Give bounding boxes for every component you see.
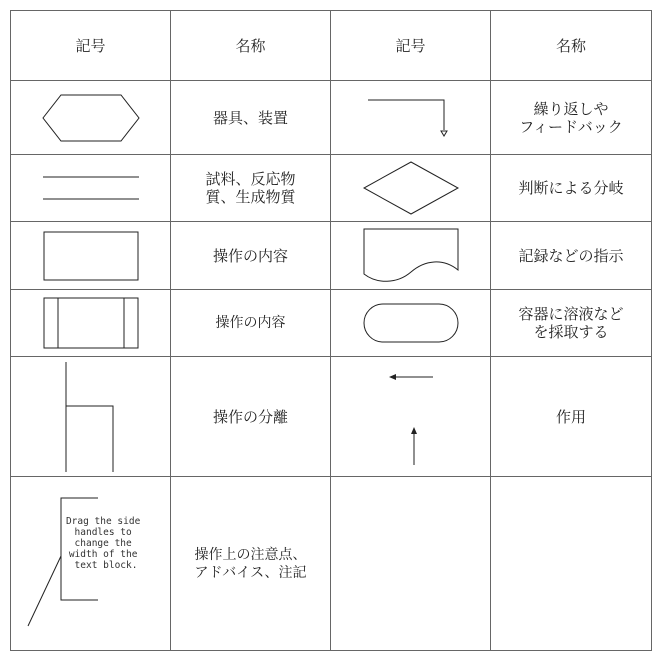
name-decision: 判断による分岐 [491,155,652,222]
name-separation: 操作の分離 [171,357,331,477]
action-arrows-symbol-cell [331,357,491,477]
predefined-process-symbol-cell [11,290,171,357]
hexagon-icon [41,93,141,143]
diamond-icon [362,160,460,216]
name-action: 作用 [491,357,652,477]
rectangle-icon [43,231,139,281]
empty-symbol-cell [331,477,491,651]
return-arrow-symbol-cell [331,81,491,155]
header-name-1: 名称 [171,11,331,81]
empty-name-cell [491,477,652,651]
document-symbol-cell [331,222,491,290]
table-row [11,357,652,477]
separation-lines-icon [46,362,136,472]
diamond-symbol-cell [331,155,491,222]
terminator-symbol-cell [331,290,491,357]
table-row [11,155,652,222]
action-arrows-icon [381,367,441,467]
hexagon-symbol-cell [11,81,171,155]
annotation-text: Drag the side handles to change the width of the text block. [65,515,140,571]
name-collect: 容器に溶液など を採取する [491,290,652,357]
name-annotation: 操作上の注意点、 アドバイス、注記 [171,477,331,651]
table-row [11,81,652,155]
name-feedback: 繰り返しや フィードバック [491,81,652,155]
table-row [11,222,652,290]
header-symbol-2: 記号 [331,11,491,81]
header-name-2: 名称 [491,11,652,81]
name-record: 記録などの指示 [491,222,652,290]
header-row [11,11,652,81]
header-symbol-1: 記号 [11,11,171,81]
name-process: 操作の内容 [171,222,331,290]
table-row [11,477,652,651]
flowchart-symbol-table [10,10,652,651]
double-line-symbol-cell [11,155,171,222]
double-line-icon [43,173,139,203]
return-arrow-icon [366,96,456,140]
annotation-icon [26,494,156,634]
document-icon [363,228,459,284]
predefined-process-icon [43,297,139,349]
name-process-predefined: 操作の内容 [171,290,331,357]
name-equipment: 器具、装置 [171,81,331,155]
name-samples: 試料、反応物 質、生成物質 [171,155,331,222]
terminator-icon [363,303,459,343]
rectangle-symbol-cell [11,222,171,290]
annotation-symbol-cell [11,477,171,651]
separation-symbol-cell [11,357,171,477]
table-row [11,290,652,357]
